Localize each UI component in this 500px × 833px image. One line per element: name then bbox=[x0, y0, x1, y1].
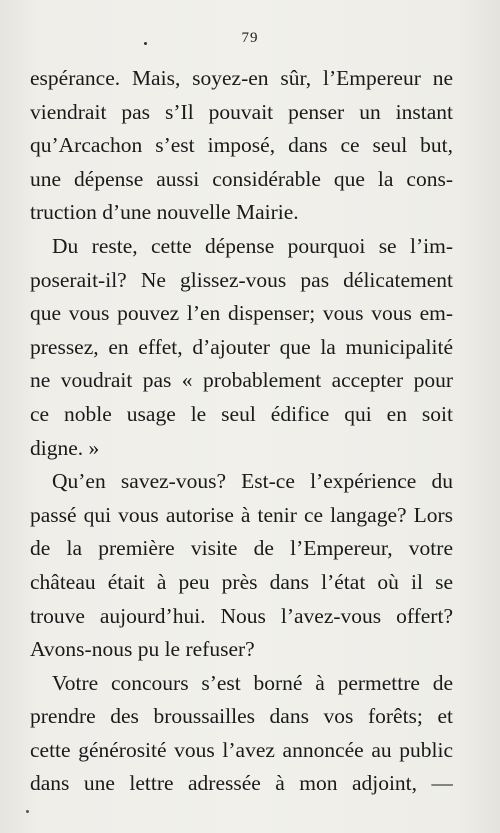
text-line: passé qui vous autorise à tenir ce langage? Lors bbox=[30, 502, 453, 527]
text-line: une dépense aussi considérable que la cons- bbox=[30, 166, 453, 191]
text-line: prendre des broussailles dans vos forêts; et bbox=[30, 704, 453, 729]
paragraph-first-line: Du reste, cette dépense pourquoi se l’im- bbox=[52, 233, 453, 258]
printer-mark bbox=[26, 810, 29, 813]
text-line: dans une lettre adressée à mon adjoint, — bbox=[30, 771, 453, 796]
body-text bbox=[30, 62, 453, 801]
text-line: ce noble usage le seul édifice qui en soit bbox=[30, 401, 453, 426]
text-line: viendrait pas s’Il pouvait penser un instant bbox=[30, 99, 453, 124]
text-line: truction d’une nouvelle Mairie. bbox=[30, 200, 299, 225]
text-line: cette générosité vous l’avez annoncée au public bbox=[30, 737, 453, 762]
text-line: espérance. Mais, soyez-en sûr, l’Empereur ne bbox=[30, 66, 453, 90]
text-line: poserait-il? Ne glissez-vous pas délicatement bbox=[30, 267, 453, 292]
text-line: que vous pouvez l’en dispenser; vous vous em- bbox=[30, 301, 453, 326]
text-line: ne voudrait pas « probablement accepter pour bbox=[30, 368, 453, 393]
text-line: de la première visite de l’Empereur, votre bbox=[30, 536, 453, 561]
text-line: pressez, en effet, d’ajouter que la municipalité bbox=[30, 334, 453, 359]
paragraph-first-line: Qu’en savez-vous? Est-ce l’expérience du bbox=[52, 469, 453, 494]
text-line: Avons-nous pu le refuser? bbox=[30, 637, 255, 662]
text-line: digne. » bbox=[30, 435, 100, 460]
paragraph-first-line: Votre concours s’est borné à permettre de bbox=[52, 670, 453, 695]
text-line: trouve aujourd’hui. Nous l’avez-vous offert? bbox=[30, 603, 453, 628]
page-number: 79 bbox=[241, 30, 259, 46]
text-line: qu’Arcachon s’est imposé, dans ce seul but, bbox=[30, 133, 453, 158]
text-line: château était à peu près dans l’état où il se bbox=[30, 569, 453, 594]
